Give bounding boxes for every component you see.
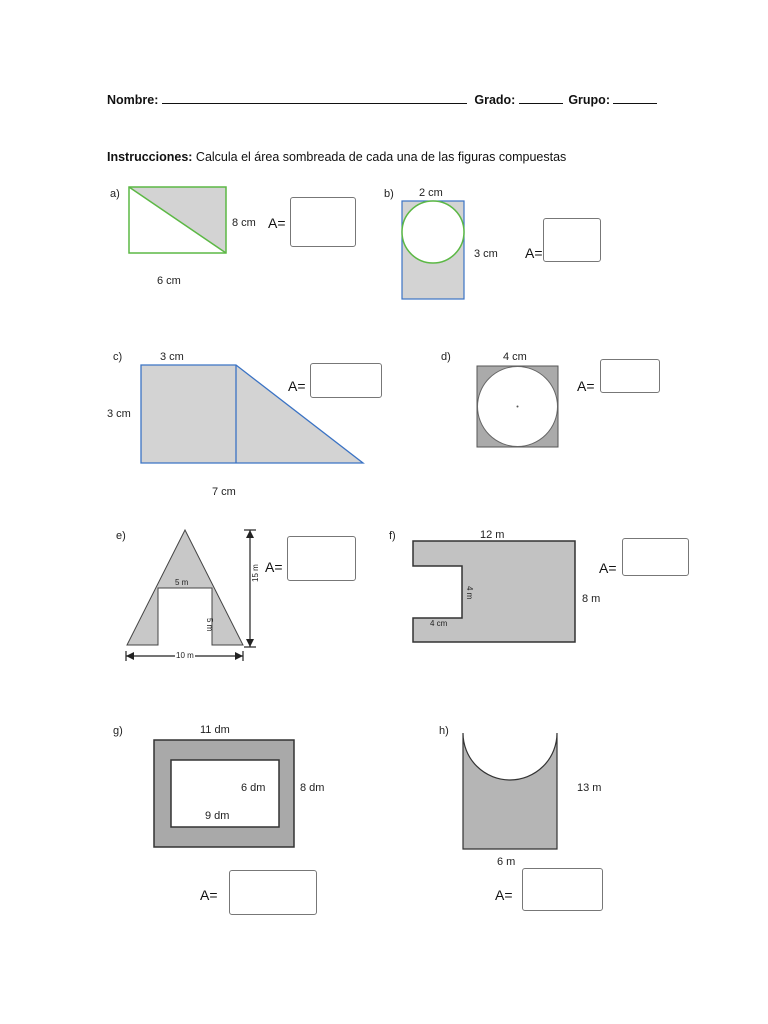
figure-g-outer-width-label: 11 dm [200, 724, 230, 736]
answer-label-c: A= [288, 378, 306, 394]
figure-h-side-label: 13 m [577, 782, 602, 794]
figure-d-letter: d) [441, 351, 451, 363]
figure-h-polygon [463, 733, 557, 849]
figure-d-shape [477, 366, 558, 447]
answer-box-c[interactable] [310, 363, 382, 398]
figure-e-height-label: 15 m [251, 564, 260, 582]
group-label: Grupo: [568, 93, 610, 107]
grade-label: Grado: [474, 93, 516, 107]
answer-box-d[interactable] [600, 359, 660, 393]
figure-a-bottom-label: 6 cm [157, 275, 181, 287]
figure-f-top-label: 12 m [480, 529, 505, 541]
figure-f-notch-width-label: 4 cm [430, 619, 448, 628]
figure-e-shape [126, 530, 256, 661]
figure-a-letter: a) [110, 188, 120, 200]
figure-f-side-label: 8 m [582, 593, 601, 605]
answer-label-a: A= [268, 215, 286, 231]
figure-d-center [517, 406, 519, 408]
figure-g-shape [154, 740, 294, 847]
figure-a-side-label: 8 cm [232, 217, 256, 229]
answer-label-h: A= [495, 887, 513, 903]
figure-c-left-label: 3 cm [107, 408, 131, 420]
figure-g-inner-width-label: 9 dm [205, 810, 230, 822]
figure-b-top-label: 2 cm [419, 187, 443, 199]
answer-label-b: A= [525, 245, 543, 261]
answer-label-e: A= [265, 559, 283, 575]
answer-label-d: A= [577, 378, 595, 394]
answer-box-e[interactable] [287, 536, 356, 581]
figure-h-bottom-label: 6 m [497, 856, 516, 868]
figure-c-top-label: 3 cm [160, 351, 184, 363]
figure-b-side-label: 3 cm [474, 248, 498, 260]
answer-box-a[interactable] [290, 197, 356, 247]
instructions-label: Instrucciones: [107, 150, 193, 164]
answer-box-g[interactable] [229, 870, 317, 915]
figure-e-base-label: 10 m [176, 651, 194, 660]
figure-d-top-label: 4 cm [503, 351, 527, 363]
answer-box-f[interactable] [622, 538, 689, 576]
answer-label-g: A= [200, 887, 218, 903]
answer-box-b[interactable] [543, 218, 601, 262]
figure-b-circle [402, 201, 464, 263]
answer-label-f: A= [599, 560, 617, 576]
figure-g-letter: g) [113, 725, 123, 737]
figure-h-letter: h) [439, 725, 449, 737]
figure-b-letter: b) [384, 188, 394, 200]
figure-c-letter: c) [113, 351, 123, 363]
figure-e-inner-side-label: 5 m [205, 618, 214, 632]
figure-c-bottom-label: 7 cm [212, 486, 236, 498]
figure-e-inner-top-label: 5 m [175, 578, 189, 587]
name-label: Nombre: [107, 93, 159, 107]
figure-a-shape [129, 187, 226, 253]
figure-h-shape [463, 733, 557, 849]
figure-g-outer-height-label: 8 dm [300, 782, 325, 794]
figure-b-shape [402, 201, 464, 299]
instructions-text: Calcula el área sombreada de cada una de las figuras compuestas [192, 150, 567, 164]
figure-f-notch-height-label: 4 m [465, 586, 474, 600]
figure-f-letter: f) [389, 530, 396, 542]
figure-e-letter: e) [116, 530, 126, 542]
answer-box-h[interactable] [522, 868, 603, 911]
figure-g-inner-height-label: 6 dm [241, 782, 266, 794]
figure-e-polygon [127, 530, 243, 645]
